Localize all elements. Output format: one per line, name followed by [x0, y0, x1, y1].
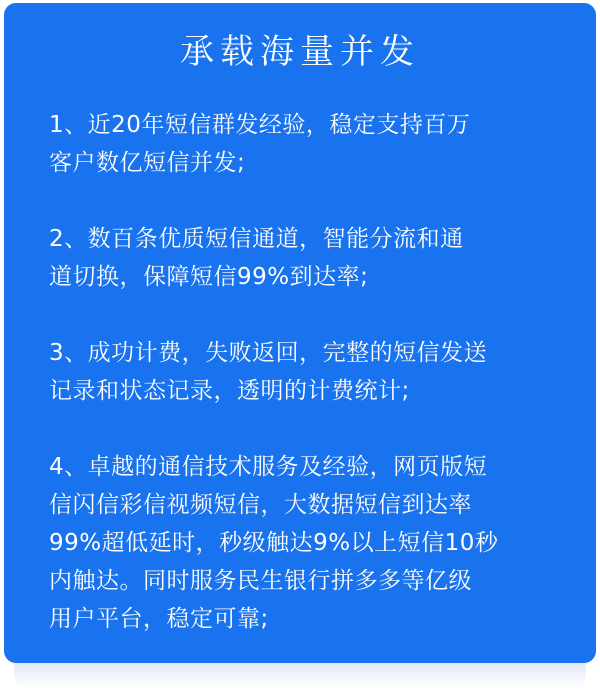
- feature-item-4-line-5: 用户平台，稳定可靠;: [49, 606, 269, 632]
- feature-item-4-line-2: 信闪信彩信视频短信，大数据短信到达率: [49, 492, 472, 518]
- feature-item-2-line-1: 2、数百条优质短信通道，智能分流和通: [49, 226, 464, 252]
- feature-item-3-line-1: 3、成功计费，失败返回，完整的短信发送: [49, 340, 488, 366]
- card-title: 承载海量并发: [180, 32, 420, 72]
- feature-item-2-line-2: 道切换，保障短信99%到达率;: [49, 264, 369, 290]
- feature-item-1-line-1: 1、近20年短信群发经验，稳定支持百万: [49, 112, 471, 138]
- feature-item-4: [49, 448, 579, 638]
- feature-item-1-line-2: 客户数亿短信并发;: [49, 150, 246, 176]
- feature-card: [4, 3, 596, 663]
- feature-item-3-line-2: 记录和状态记录，透明的计费统计;: [49, 378, 410, 404]
- feature-item-2: [49, 220, 579, 296]
- feature-item-3: [49, 334, 579, 410]
- feature-item-4-line-3: 99%超低延时，秒级触达9%以上短信10秒: [49, 530, 499, 556]
- feature-list: [49, 106, 579, 676]
- feature-item-4-line-4: 内触达。同时服务民生银行拼多多等亿级: [49, 568, 472, 594]
- feature-item-4-line-1: 4、卓越的通信技术服务及经验，网页版短: [49, 454, 488, 480]
- feature-item-1: [49, 106, 579, 182]
